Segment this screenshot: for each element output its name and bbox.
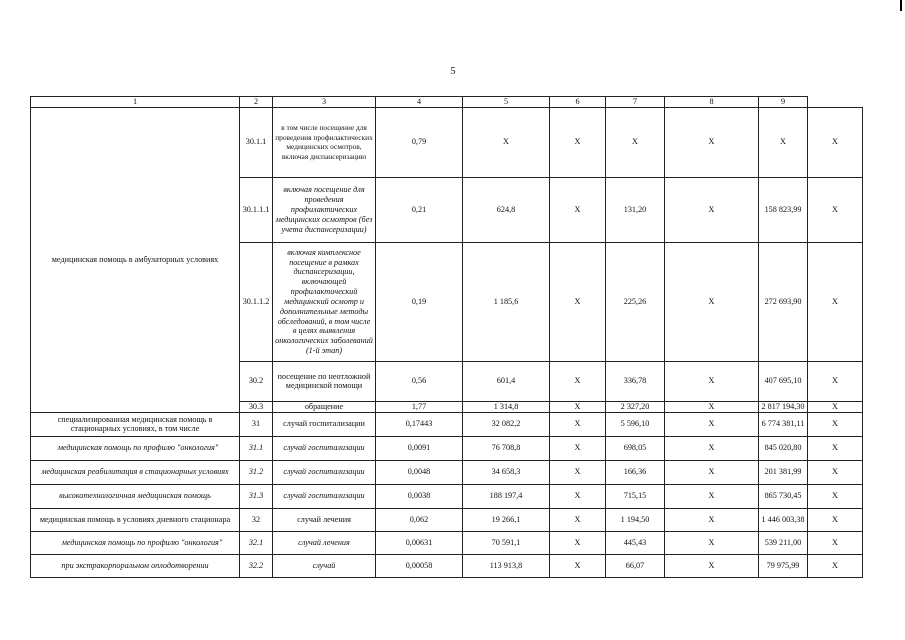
cell-c5: X — [550, 401, 606, 412]
cell-c6: 5 596,10 — [606, 412, 665, 436]
cell-c5: X — [550, 412, 606, 436]
cell-c7: X — [665, 508, 759, 531]
cell-c4: 76 708,8 — [463, 436, 550, 460]
cell-c4: 34 658,3 — [463, 460, 550, 484]
cell-c3: 0,56 — [376, 361, 463, 401]
cell-c5: X — [550, 436, 606, 460]
row-name: случай госпитализации — [273, 412, 376, 436]
table-row — [31, 436, 863, 460]
row-name: случай лечения — [273, 508, 376, 531]
cell-c9: X — [808, 460, 863, 484]
row-code: 32 — [240, 508, 273, 531]
row-label: медицинская реабилитация в стационарных условиях — [31, 460, 240, 484]
cell-c8: X — [759, 107, 808, 177]
header-cell: 7 — [606, 97, 665, 108]
cell-c7: X — [665, 484, 759, 508]
cell-c6: 166,36 — [606, 460, 665, 484]
cell-c5: X — [550, 107, 606, 177]
cell-c5: X — [550, 484, 606, 508]
cell-c9: X — [808, 107, 863, 177]
cell-c9: X — [808, 242, 863, 361]
cell-c9: X — [808, 436, 863, 460]
cell-c9: X — [808, 412, 863, 436]
corner-mark — [900, 0, 902, 11]
row-code: 30.1.1.1 — [240, 177, 273, 242]
row-code: 32.1 — [240, 531, 273, 554]
cell-c7: X — [665, 460, 759, 484]
header-cell: 9 — [759, 97, 808, 108]
cell-c6: 2 327,20 — [606, 401, 665, 412]
cell-c4: 19 266,1 — [463, 508, 550, 531]
cell-c8: 845 020,80 — [759, 436, 808, 460]
cell-c9: X — [808, 484, 863, 508]
row-label: медицинская помощь в условиях дневного стационара — [31, 508, 240, 531]
table-row — [31, 484, 863, 508]
cell-c3: 0,79 — [376, 107, 463, 177]
row-code: 32.2 — [240, 554, 273, 577]
row-code: 30.1.1 — [240, 107, 273, 177]
cell-c5: X — [550, 554, 606, 577]
cell-c5: X — [550, 242, 606, 361]
row-name: обращение — [273, 401, 376, 412]
cell-c3: 0,0091 — [376, 436, 463, 460]
row-code: 30.3 — [240, 401, 273, 412]
cell-c5: X — [550, 531, 606, 554]
cell-c4: 70 591,1 — [463, 531, 550, 554]
cell-c3: 0,00058 — [376, 554, 463, 577]
cell-c4: 1 185,6 — [463, 242, 550, 361]
column-number-row — [31, 97, 863, 108]
cell-c7: X — [665, 177, 759, 242]
cell-c3: 0,17443 — [376, 412, 463, 436]
row-code: 30.1.1.2 — [240, 242, 273, 361]
cell-c7: X — [665, 531, 759, 554]
cell-c6: 698,05 — [606, 436, 665, 460]
cell-c8: 2 817 194,30 — [759, 401, 808, 412]
row-label: медицинская помощь по профилю "онкология" — [31, 531, 240, 554]
cell-c6: 66,07 — [606, 554, 665, 577]
cell-c4: X — [463, 107, 550, 177]
header-cell: 1 — [31, 97, 240, 108]
row-code: 31.1 — [240, 436, 273, 460]
table-row — [31, 554, 863, 577]
header-cell: 3 — [273, 97, 376, 108]
cell-c3: 0,21 — [376, 177, 463, 242]
cell-c8: 201 381,99 — [759, 460, 808, 484]
cell-c8: 6 774 381,11 — [759, 412, 808, 436]
page-number: 5 — [450, 66, 456, 77]
table-row — [31, 531, 863, 554]
cell-c7: X — [665, 436, 759, 460]
tariff-table — [30, 96, 863, 578]
cell-c4: 1 314,8 — [463, 401, 550, 412]
row-label: высокотехнологичная медицинская помощь — [31, 484, 240, 508]
cell-c4: 32 082,2 — [463, 412, 550, 436]
cell-c7: X — [665, 242, 759, 361]
cell-c7: X — [665, 401, 759, 412]
cell-c9: X — [808, 508, 863, 531]
cell-c5: X — [550, 361, 606, 401]
cell-c7: X — [665, 412, 759, 436]
cell-c4: 601,4 — [463, 361, 550, 401]
cell-c3: 0,00631 — [376, 531, 463, 554]
row-name: в том числе посещение для проведения профилактических медицинских осмотров, включая диспансеризацию — [273, 107, 376, 177]
table-row — [31, 508, 863, 531]
cell-c6: 131,20 — [606, 177, 665, 242]
table-row — [31, 460, 863, 484]
row-name: включая посещение для проведения профилактических медицинских осмотров (без учета диспансеризации) — [273, 177, 376, 242]
cell-c7: X — [665, 107, 759, 177]
cell-c5: X — [550, 508, 606, 531]
cell-c8: 865 730,45 — [759, 484, 808, 508]
header-cell: 2 — [240, 97, 273, 108]
cell-c4: 113 913,8 — [463, 554, 550, 577]
header-cell: 8 — [665, 97, 759, 108]
cell-c6: 715,15 — [606, 484, 665, 508]
table-row — [31, 412, 863, 436]
row-name: случай госпитализации — [273, 460, 376, 484]
row-name: посещение по неотложной медицинской помощи — [273, 361, 376, 401]
cell-c9: X — [808, 401, 863, 412]
cell-c7: X — [665, 554, 759, 577]
cell-c9: X — [808, 554, 863, 577]
row-code: 30.2 — [240, 361, 273, 401]
row-name: случай госпитализации — [273, 436, 376, 460]
cell-c5: X — [550, 460, 606, 484]
cell-c6: X — [606, 107, 665, 177]
row-name: случай госпитализации — [273, 484, 376, 508]
cell-c8: 407 695,10 — [759, 361, 808, 401]
cell-c3: 1,77 — [376, 401, 463, 412]
cell-c9: X — [808, 177, 863, 242]
cell-c8: 272 693,90 — [759, 242, 808, 361]
cell-c3: 0,0048 — [376, 460, 463, 484]
row-code: 31 — [240, 412, 273, 436]
cell-c6: 1 194,50 — [606, 508, 665, 531]
cell-c8: 1 446 003,38 — [759, 508, 808, 531]
row-label: при экстракорпоральном оплодотворении — [31, 554, 240, 577]
cell-c6: 225,26 — [606, 242, 665, 361]
table-row — [31, 107, 863, 177]
row-code: 31.3 — [240, 484, 273, 508]
cell-c6: 336,78 — [606, 361, 665, 401]
cell-c3: 0,19 — [376, 242, 463, 361]
cell-c4: 624,8 — [463, 177, 550, 242]
row-label: специализированная медицинская помощь в стационарных условиях, в том числе — [31, 412, 240, 436]
row-name: случай — [273, 554, 376, 577]
row-code: 31.2 — [240, 460, 273, 484]
cell-c8: 539 211,00 — [759, 531, 808, 554]
cell-c4: 188 197,4 — [463, 484, 550, 508]
cell-c6: 445,43 — [606, 531, 665, 554]
cell-c8: 79 975,99 — [759, 554, 808, 577]
cell-c8: 158 823,99 — [759, 177, 808, 242]
row-name: случай лечения — [273, 531, 376, 554]
cell-c5: X — [550, 177, 606, 242]
header-cell: 6 — [550, 97, 606, 108]
ambulatory-label: медицинская помощь в амбулаторных условиях — [31, 107, 240, 412]
cell-c3: 0,0038 — [376, 484, 463, 508]
row-name: включая комплексное посещение в рамках диспансеризации, включающей профилактический медицинский осмотр и дополнительные методы обследований, в том числе в целях выявления онкологических заболеваний (1-й этап) — [273, 242, 376, 361]
cell-c9: X — [808, 361, 863, 401]
cell-c9: X — [808, 531, 863, 554]
row-label: медицинская помощь по профилю "онкология" — [31, 436, 240, 460]
cell-c3: 0,062 — [376, 508, 463, 531]
header-cell: 5 — [463, 97, 550, 108]
header-cell: 4 — [376, 97, 463, 108]
cell-c7: X — [665, 361, 759, 401]
